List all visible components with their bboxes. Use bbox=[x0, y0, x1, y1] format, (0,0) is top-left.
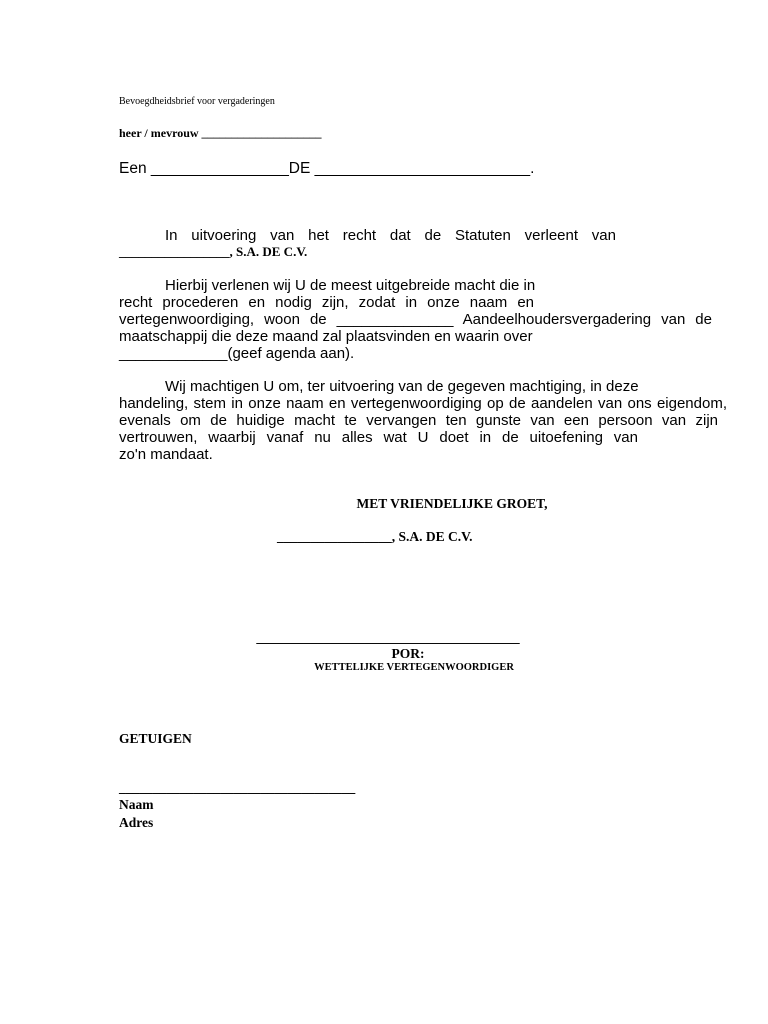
paragraph1-line1: In uitvoering van het recht dat de Statuten verleent van bbox=[165, 227, 616, 244]
paragraph2-line5: _____________(geef agenda aan). bbox=[119, 345, 355, 362]
paragraph3-line4: vertrouwen, waarbij vanaf nu alles wat U doet in de uitoefening van bbox=[119, 429, 638, 446]
paragraph1-line2: _________________, S.A. DE C.V. bbox=[119, 244, 308, 259]
document-title: Bevoegdheidsbrief voor vergaderingen bbox=[119, 96, 275, 107]
company-signature-line: _________________, S.A. DE C.V. bbox=[277, 529, 473, 544]
signature-line: _______________________________________ bbox=[256, 630, 520, 645]
paragraph3-line5: zo'n mandaat. bbox=[119, 446, 213, 463]
paragraph2-line1: Hierbij verlenen wij U de meest uitgebreide macht die in bbox=[165, 277, 536, 294]
por-label: POR: bbox=[391, 646, 425, 661]
paragraph2-line3: vertegenwoordiging, woon de ______________ Aandeelhoudersvergadering van de bbox=[119, 311, 712, 328]
addressee-line: heer / mevrouw ____________________ bbox=[119, 126, 322, 140]
paragraph3-line2: handeling, stem in onze naam en vertegenwoordiging op de aandelen van ons eigendom, bbox=[119, 395, 727, 412]
een-line: Een ________________DE _________________________. bbox=[119, 160, 535, 177]
witnesses-heading: GETUIGEN bbox=[119, 731, 192, 746]
paragraph2-line2: recht procederen en nodig zijn, zodat in onze naam en bbox=[119, 294, 534, 311]
representative-label: WETTELIJKE VERTEGENWOORDIGER bbox=[314, 662, 514, 673]
paragraph3-line3: evenals om de huidige macht te vervangen ten gunste van een persoon van zijn bbox=[119, 412, 718, 429]
witness-address-label: Adres bbox=[119, 815, 154, 830]
paragraph3-line1: Wij machtigen U om, ter uitvoering van de gegeven machtiging, in deze bbox=[165, 378, 639, 395]
paragraph2-line4: maatschappij die deze maand zal plaatsvinden en waarin over bbox=[119, 328, 533, 345]
closing-greeting: MET VRIENDELIJKE GROET, bbox=[356, 496, 548, 511]
witness-signature-line: ___________________________________ bbox=[119, 780, 356, 795]
witness-name-label: Naam bbox=[119, 797, 154, 812]
